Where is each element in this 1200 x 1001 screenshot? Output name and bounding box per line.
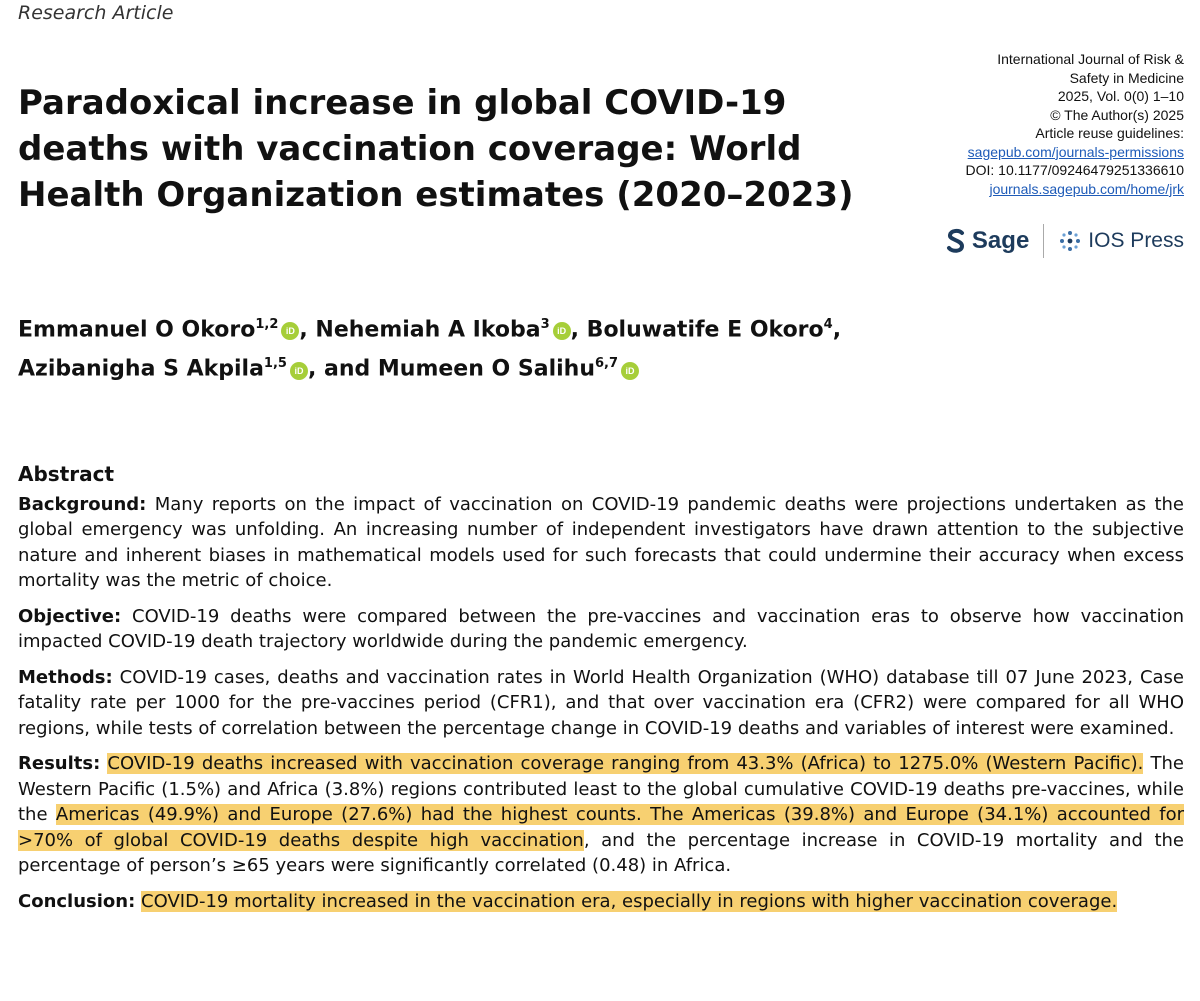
copyright: © The Author(s) 2025 [1050,106,1184,123]
conclusion-label: Conclusion: [18,890,136,912]
author-affiliation: 1,2 [255,317,279,332]
article-type-label: Research Article [18,2,174,24]
author-affiliation: 3 [540,317,550,332]
orcid-icon[interactable]: iD [621,362,639,380]
author-name: Emmanuel O Okoro [18,317,256,343]
author-separator: , and [307,356,378,382]
background-label: Background: [18,493,147,515]
journal-volume: 2025, Vol. 0(0) 1–10 [1057,88,1184,104]
ios-press-logo[interactable] [1058,229,1184,253]
logo-divider [1043,224,1044,258]
objective-label: Objective: [18,605,122,627]
author-list [18,308,1178,387]
methods-text: COVID-19 cases, deaths and vaccination rates in World Health Organization (WHO) database till 07 June 2023, Case fatality rate per 1000 for the pre-vaccines period (CFR1), and that over vaccination era (CFR2) were compared for all WHO regions, while tests of correlation between the percentage change in COVID-19 deaths and variables of interest were examined. [18,666,1184,739]
results-highlight-1: COVID-19 deaths increased with vaccination coverage ranging from 43.3% (Africa) to 1275.0% (Western Pacific). [107,753,1144,774]
conclusion-highlight: COVID-19 mortality increased in the vaccination era, especially in regions with higher vaccination coverage. [141,890,1118,912]
abstract-conclusion [18,889,1184,915]
doi: DOI: 10.1177/09246479251336610 [965,162,1184,178]
orcid-icon[interactable]: iD [553,322,571,340]
author-affiliation: 1,5 [263,356,287,372]
results-text-mid: The Western Pacific (1.5%) and Africa (3.8%) regions contributed least to the global cumulative COVID-19 deaths pre-vaccines, while the [18,753,1184,825]
sage-text: Sage [971,227,1030,254]
ios-press-icon [1058,229,1082,253]
results-label: Results: [18,753,101,774]
author-separator: , [299,317,316,343]
author-name: Azibanigha S Akpila [18,356,264,382]
sage-icon [946,228,966,254]
abstract-methods [18,665,1184,742]
abstract-heading: Abstract [18,462,115,486]
objective-text: COVID-19 deaths were compared between the pre-vaccines and vaccination eras to observe how vaccination impacted COVID-19 death trajectory worldwide during the pandemic emergency. [18,605,1184,652]
abstract-objective [18,604,1184,655]
methods-label: Methods: [18,666,113,688]
orcid-icon[interactable]: iD [281,322,299,340]
permissions-link[interactable]: sagepub.com/journals-permissions [967,143,1184,160]
abstract-results [18,751,1184,879]
abstract-background [18,492,1184,594]
journal-name-line2: Safety in Medicine [1069,69,1184,86]
journal-info [934,50,1184,198]
abstract [18,462,1184,924]
results-text-end: , and the percentage increase in COVID-19 mortality and the percentage of person’s ≥65 years were significantly correlated (0.48) in Africa. [18,829,1184,876]
background-text: Many reports on the impact of vaccination on COVID-19 pandemic deaths were projections undertaken as the global emergency was unfolding. An increasing number of independent investigators have drawn attention to the subjective nature and inherent biases in mathematical models used for such forecasts that could undermine their accuracy when excess mortality was the metric of choice. [18,493,1184,591]
sage-logo[interactable] [946,227,1029,255]
author-name: Mumeen O Salihu [377,356,595,382]
journal-name-line1: International Journal of Risk & [997,51,1184,67]
orcid-icon[interactable]: iD [290,362,308,380]
journal-home-link[interactable]: journals.sagepub.com/home/jrk [989,180,1184,197]
author-separator: , [570,317,587,343]
author-name: Boluwatife E Okoro [586,317,824,343]
ios-press-text: IOS Press [1088,229,1184,252]
author-separator: , [832,317,842,343]
author-affiliation: 6,7 [595,356,619,372]
author-name: Nehemiah A Ikoba [315,317,541,343]
reuse-label: Article reuse guidelines: [1035,125,1184,141]
results-highlight-2: Americas (49.9%) and Europe (27.6%) had the highest counts. The Americas (39.8%) and Europe (34.1%) accounted for >70% of global COVID-19 deaths despite high vaccination [18,804,1185,851]
publisher-logos [946,224,1184,258]
paper-title: Paradoxical increase in global COVID-19 deaths with vaccination coverage: World Health Organization estimates (2020–2023) [18,83,854,215]
author-affiliation: 4 [823,317,833,332]
